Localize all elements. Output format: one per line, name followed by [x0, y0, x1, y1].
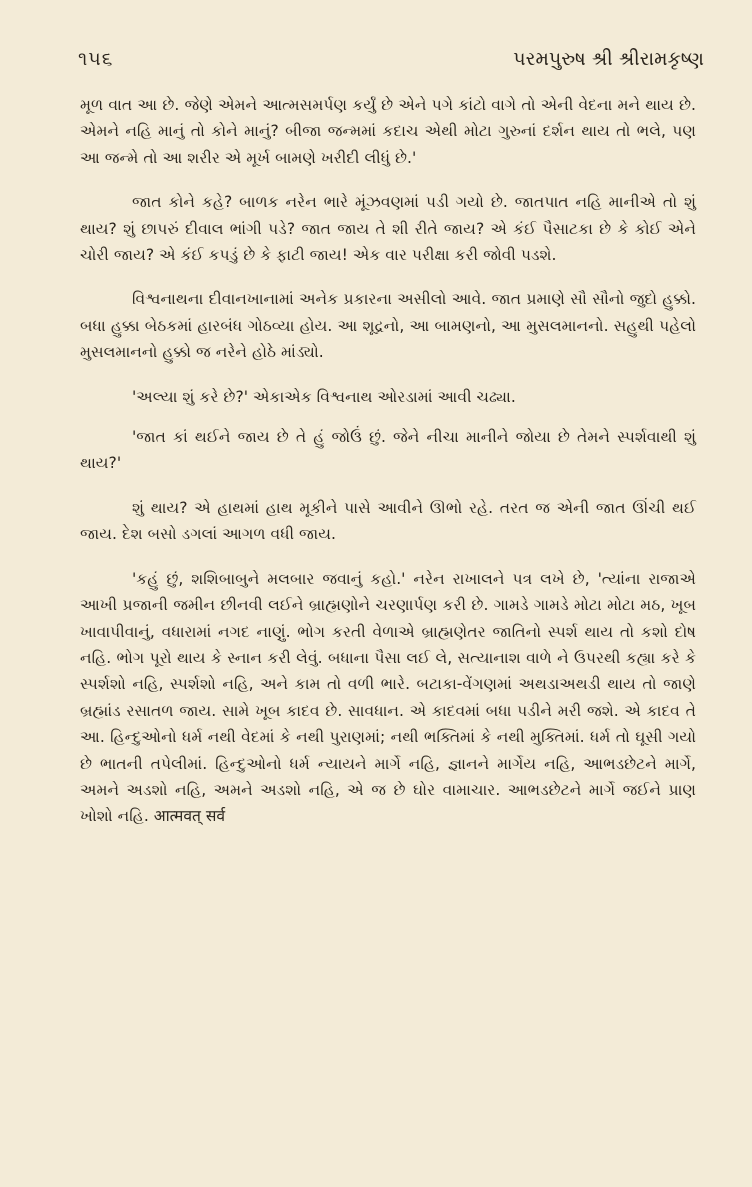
running-title: પરમપુરુષ શ્રી શ્રીરામકૃષ્ણ: [513, 48, 704, 70]
page-number: ૧૫૬: [78, 48, 114, 70]
paragraph-5: 'જાત કાં થઈને જાય છે તે હું જોઉં છું. જેને નીચા માનીને જોયા છે તેમને સ્પર્શવાથી શું થાય?': [80, 428, 696, 473]
paragraph-1: મૂળ વાત આ છે. જેણે એમને આત્મસમર્પણ કર્યું છે એને પગે કાંટો વાગે તો એની વેદના મને થાય છે. એમને નહિ માનું તો કોને માનું? બીજા જન્મમાં કદાચ એથી મોટા ગુરુનાં દર્શન થાય તો ભલે, પણ આ જન્મે તો આ શરીર એ મૂર્ખ બામણે ખરીદી લીધું છે.': [80, 96, 696, 167]
paragraph-2: જાત કોને કહે? બાળક નરેન ભારે મૂંઝવણમાં પડી ગયો છે. જાતપાત નહિ માનીએ તો શું થાય? શું છાપરું દીવાલ ભાંગી પડે? જાત જાય તે શી રીતે જાય? એ કંઈ પૈસાટકા છે કે કોઈ એને ચોરી જાય? એ કંઈ કપડું છે કે ફાટી જાય! એક વાર પરીક્ષા કરી જોવી પડશે.: [80, 193, 696, 265]
paragraph-3: વિશ્વનાથના દીવાનખાનામાં અનેક પ્રકારના અસીલો આવે. જાત પ્રમાણે સૌ સૌનો જુદો હુક્કો. બધા હુક્કા બેઠકમાં હારબંધ ગોઠવ્યા હોય. આ શૂદ્રનો, આ બામણનો, આ મુસલમાનનો. સહુથી પહેલો મુસલમાનનો હુક્કો જ નરેને હોઠે માંડ્યો.: [80, 290, 696, 362]
body-text: [80, 92, 696, 848]
paragraph-4: 'અલ્યા શું કરે છે?' એકાએક વિશ્વનાથ ઓરડામાં આવી ચઢ્યા.: [132, 387, 516, 406]
paragraph-7: 'કહું છું, શશિબાબુને મલબાર જવાનું કહો.' નરેન રાખાલને પત્ર લખે છે, 'ત્યાંના રાજાએ આખી પ્રજાની જમીન છીનવી લઈને બ્રાહ્મણોને ચરણાર્પણ કરી છે. ગામડે ગામડે મોટા મોટા મઠ, ખૂબ ખાવાપીવાનું, વધારામાં નગદ નાણું. ભોગ કરતી વેળાએ બ્રાહ્મણેતર જાતિનો સ્પર્શ થાય તો કશો દોષ નહિ. ભોગ પૂરો થાય કે સ્નાન કરી લેવું. બધાના પૈસા લઈ લે, સત્યાનાશ વાળે ને ઉપરથી કહ્યા કરે કે સ્પર્શશો નહિ, સ્પર્શશો નહિ, અને કામ તો વળી ભારે. બટાકા-વેંગણમાં અથડાઅથડી થાય તો જાણે બ્રહ્માંડ રસાતળ જાય. સામે ખૂબ કાદવ છે. સાવધાન. એ કાદવમાં બધા પડીને મરી જશે. એ કાદવ તે આ. હિન્દુઓનો ધર્મ નથી વેદમાં કે નથી પુરાણમાં; નથી ભક્તિમાં કે નથી મુક્તિમાં. ધર્મ તો ઘૂસી ગયો છે ભાતની તપેલીમાં. હિન્દુઓનો ધર્મ ન્યાયને માર્ગે નહિ, જ્ઞાનને માર્ગેય નહિ, આભડછેટને માર્ગે, અમને અડશો નહિ, અમને અડશો નહિ, એ જ છે ઘોર વામાચાર. આભડછેટને માર્ગે જઈને પ્રાણ ખોશો નહિ. आत्मवत् सर्व: [80, 569, 696, 826]
paragraph-6: શું થાય? એ હાથમાં હાથ મૂકીને પાસે આવીને ઊભો રહે. તરત જ એની જાત ઊંચી થઈ જાય. દેશ બસો ડગલાં આગળ વધી જાય.: [80, 498, 696, 544]
